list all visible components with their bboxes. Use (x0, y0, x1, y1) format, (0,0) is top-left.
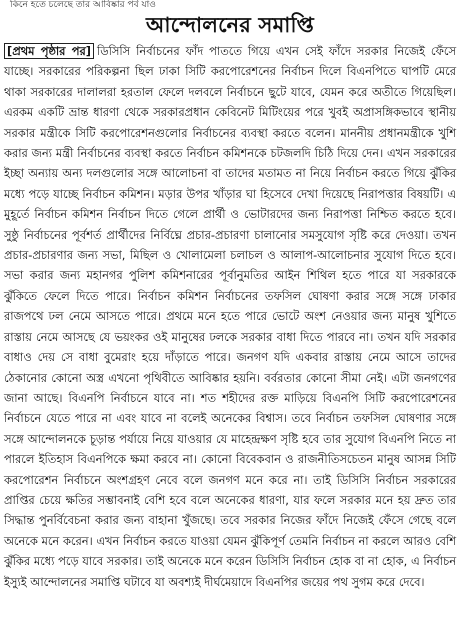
article-body-text: ডিসিসি নির্বাচনের ফাঁদ পাততে গিয়ে এখন সেই ফাঁদে সরকার নিজেই ফেঁসে যাচ্ছে। সরকারের পরিকল্পনা ছিল ঢাকা সিটি করপোরেশনের নির্বাচন দিলে বিএনপিতে ঘাপটি মেরে থাকা সরকারের দালালরা হরতাল ফেলে দলবলে নির্বাচনে ছুটে যাবে, যেমন করে অতীতে গিয়েছিল। এরকম একটি ভ্রান্ত ধারণা থেকে সরকারপ্রধান কেবিনেট মিটিংয়ের পরে খুবই অপ্রাসঙ্গিকভাবে স্থানীয় সরকার মন্ত্রীকে সিটি করপোরেশনগুলোর নির্বাচনের ব্যবস্থা করতে বলেন। মাননীয় প্রধানমন্ত্রীকে খুশি করার জন্য মন্ত্রী নির্বাচনের ব্যবস্থা করতে নির্বাচন কমিশনকে চটজলদি চিঠি দিয়ে দেন। এখন সরকারের ইচ্ছা অন্যায় অন্য দলগুলোর সঙ্গে আলোচনা বা তাদের মতামত না নিয়ে নির্বাচন করতে গিয়ে ঝুঁকির মধ্যে পড়ে যাচ্ছে নির্বাচন কমিশন। মড়ার উপর খাঁড়ার ঘা হিসেবে দেখা দিয়েছে নিরাপত্তার বিষয়টি। এ মুহূর্তে নির্বাচন কমিশন নির্বাচন দিতে গেলে প্রার্থী ও ভোটারদের জন্য নিরাপত্তা নিশ্চিত করতে হবে। সুষ্ঠু নির্বাচনের পূর্বশর্ত প্রার্থীদের নির্বিঘ্নে প্রচার-প্রচারণা চালানোর সমসুযোগ সৃষ্টি করে দেওয়া। তখন প্রচার-প্রচারণার জন্য সভা, মিছিল ও খোলামেলা চলাচল ও আলাপ-আলোচনার সুযোগ দিতে হবে। সভা করার জন্য মহানগর পুলিশ কমিশনারের পূর্বানুমতির আইন শিথিল হতে পারে যা সরকারকে ঝুঁকিতে ফেলে দিতে পারে। নির্বাচন কমিশন নির্বাচনের তফসিল ঘোষণা করার সঙ্গে সঙ্গে ঢাকার রাজপথে ঢল নেমে আসতে পারে। প্রথমে মনে হতে পারে ভোটে অংশ নেওয়ার জন্য মানুষ খুশিতে রাস্তায় নেমে আসছে যে ভয়ংকর ওই মানুষের ঢলকে সরকার বাধা দিতে পারবে না। তখন যদি সরকার বাধাও দেয় সে বাধা বুমেরাং হয়ে দাঁড়াতে পারে। জনগণ যদি একবার রাস্তায় নেমে আসে তাদের ঠেকানোর কোনো অস্ত্র এখনো পৃথিবীতে আবিষ্কার হয়নি। বর্বরতার কোনো সীমা নেই। এটা জনগণের জানা আছে। বিএনপি নির্বাচনে যাবে না। শত শহীদের রক্ত মাড়িয়ে বিএনপি সিটি করপোরেশনের নির্বাচনে যেতে পারে না এবং যাবে না বলেই অনেকের বিশ্বাস। তবে নির্বাচন তফসিল ঘোষণার সঙ্গে সঙ্গে আন্দোলনকে চূড়ান্ত পর্যায়ে নিয়ে যাওয়ার যে মাহেন্দ্রক্ষণ সৃষ্টি হবে তার সুযোগ বিএনপি নিতে না পারলে ইতিহাস বিএনপিকে ক্ষমা করবে না। কোনো বিবেকবান ও রাজনীতিসচেতন মানুষ আসন্ন সিটি করপোরেশন নির্বাচনে অংশগ্রহণ নেবে বলে জনগণ মনে করে না। তাই ডিসিসি নির্বাচন সরকারের প্রাপ্তির চেয়ে ক্ষতির সম্ভাবনাই বেশি হবে বলে অনেকের ধারণা, যার ফলে সরকার মনে হয় দ্রুত তার সিদ্ধান্ত পুনর্বিবেচনা করার জন্য বাহানা খুঁজছে। তবে সরকার নিজের ফাঁদে নিজেই ফেঁসে গেছে বলে অনেকে মনে করেন। এখন নির্বাচন করতে যাওয়া যেমন ঝুঁকিপূর্ণ তেমনি নির্বাচন না করলে আরও বেশি ঝুঁকির মধ্যে পড়ে যাবে সরকার। তাই অনেকে মনে করেন ডিসিসি নির্বাচন হোক বা না হোক, এ নির্বাচন ইস্যুই আন্দোলনের সমাপ্তি ঘটাবে যা অবশ্যই দীর্ঘমেয়াদে বিএনপির জয়ের পথ সুগম করে দেবে। (4, 44, 456, 589)
article-headline: আন্দোলনের সমাপ্তি (145, 13, 315, 37)
article-body (4, 41, 456, 592)
cut-off-previous-line: কিনে হতে চলেছে তার আবিষ্কার পর্ব যাও (10, 0, 156, 10)
continued-from-front-page-label: [প্রথম পৃষ্ঠার পর] (4, 43, 94, 59)
